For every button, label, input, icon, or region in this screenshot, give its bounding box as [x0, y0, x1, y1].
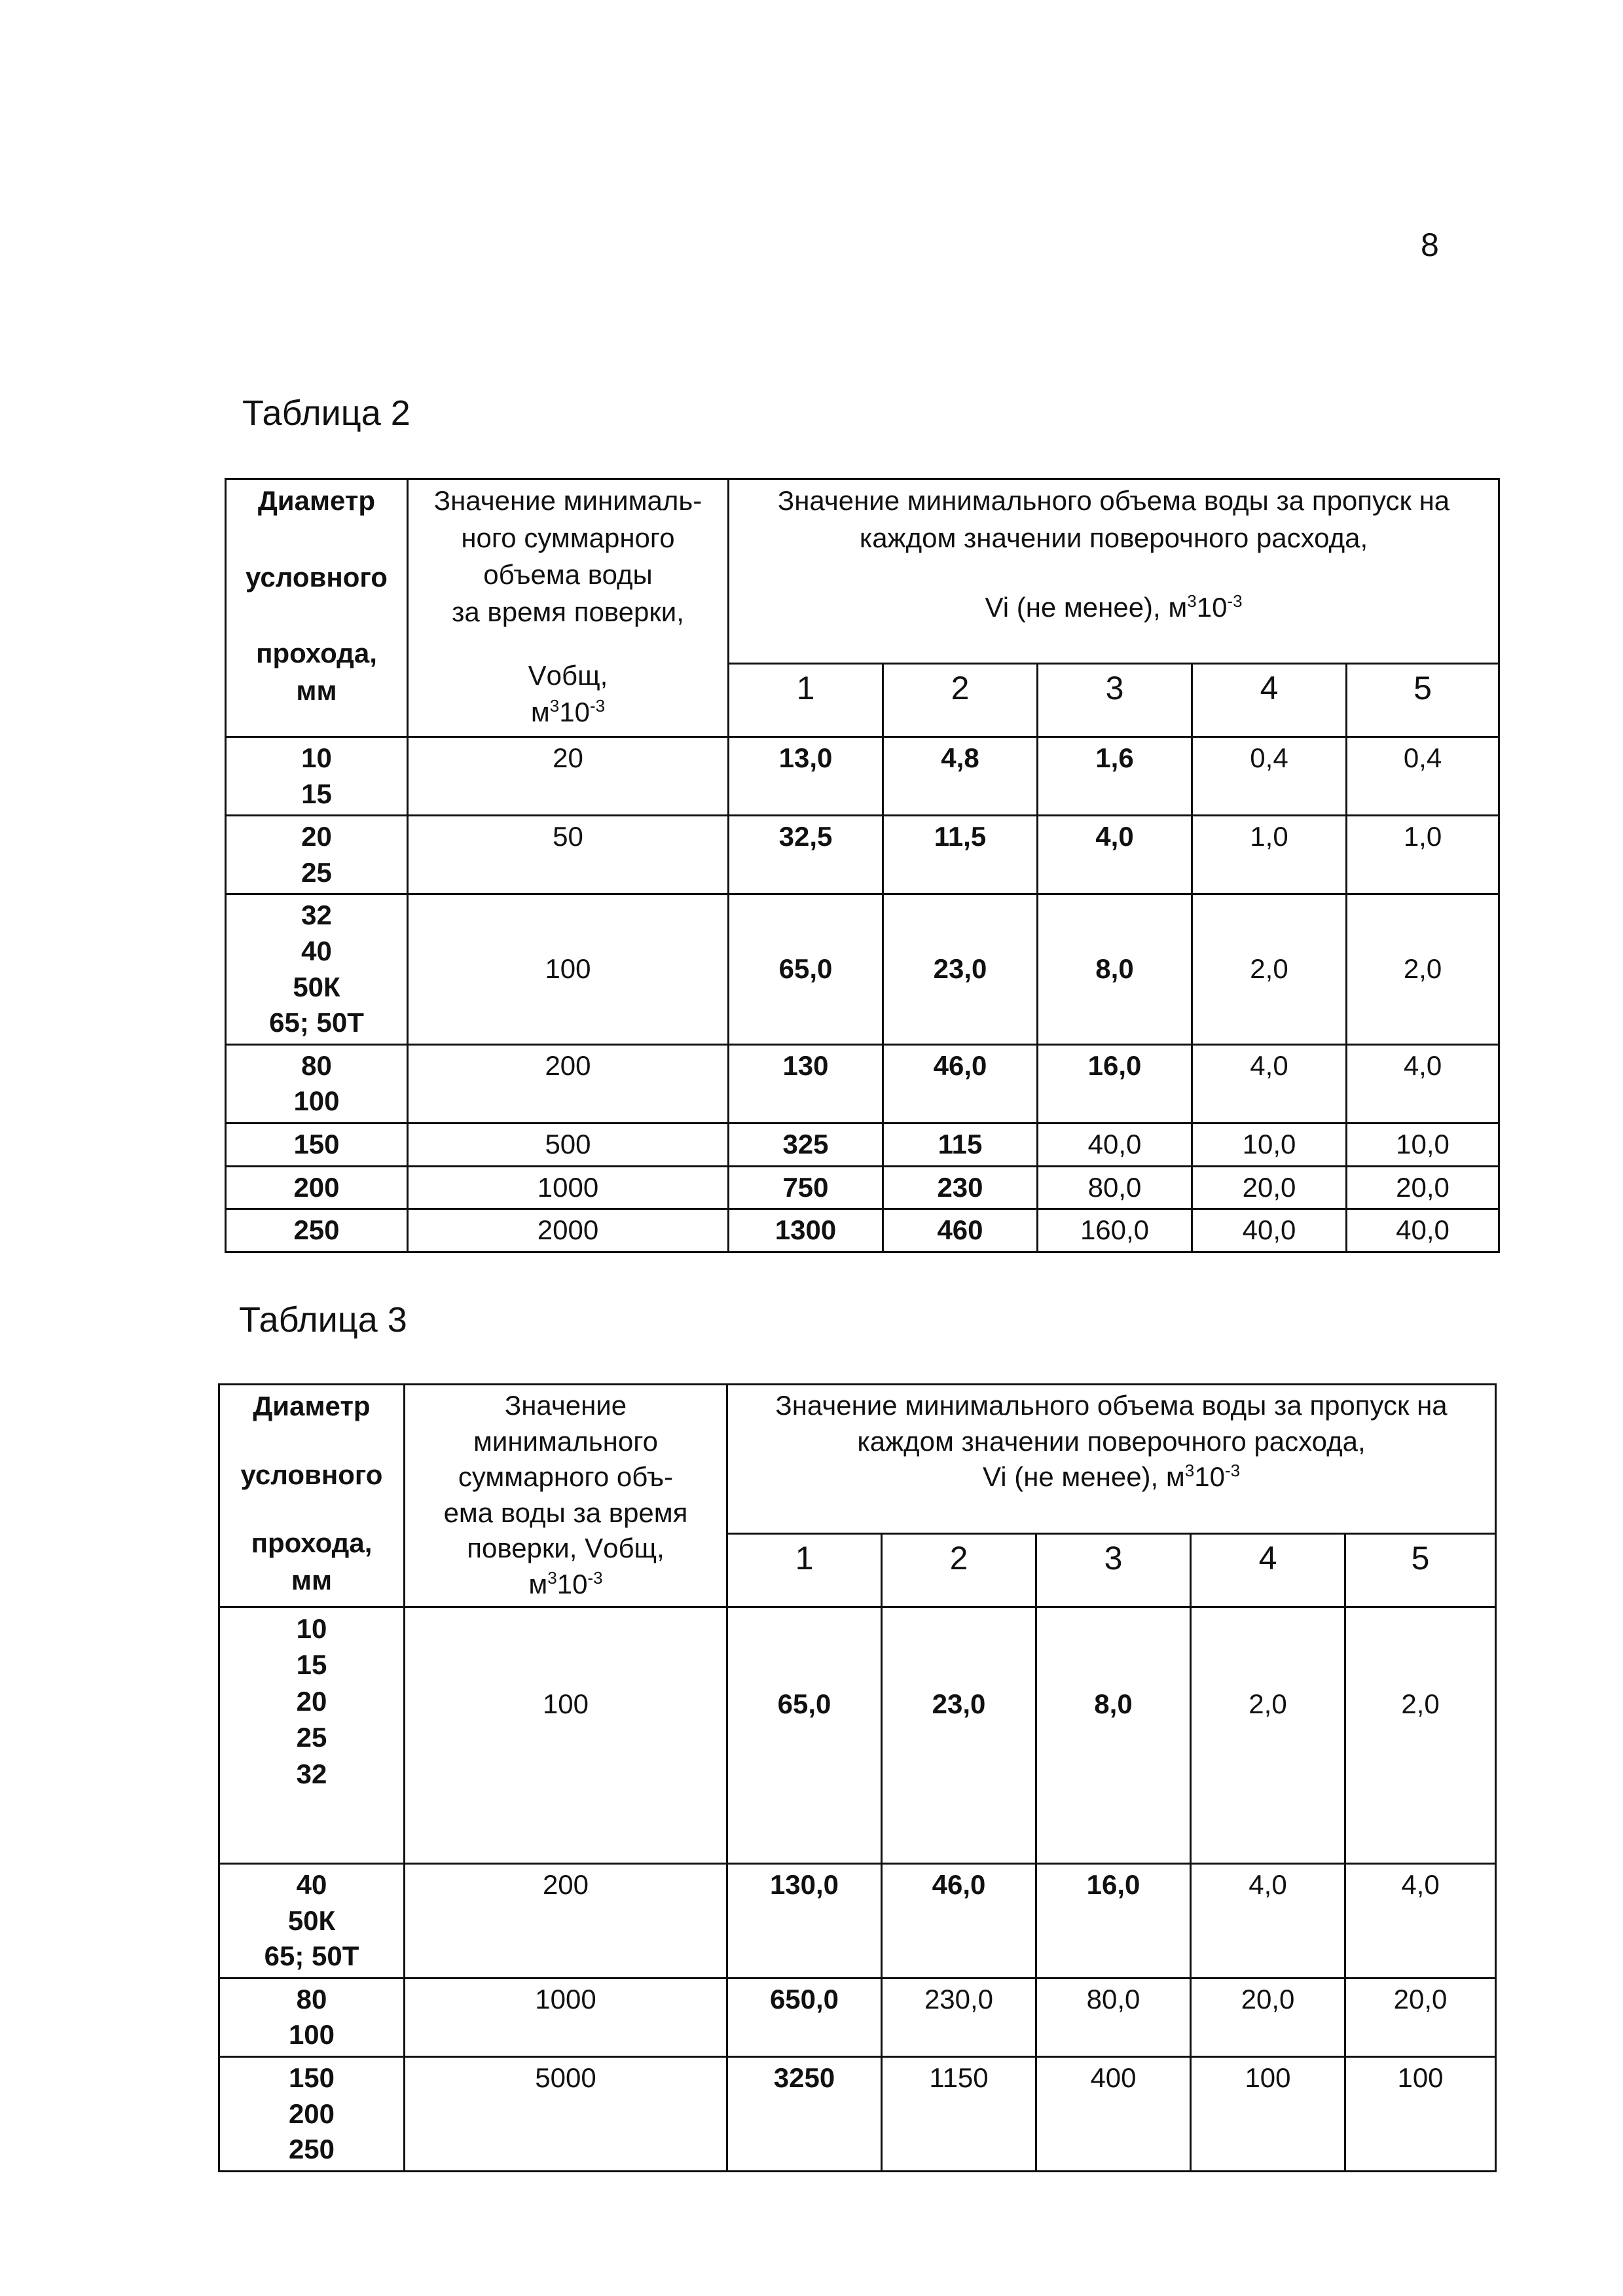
t2-subcol-1: 1 — [729, 664, 883, 737]
t2-diameter-cell: 20 25 — [226, 816, 408, 894]
t3-header-diameter: Диаметр условного прохода, мм — [219, 1385, 405, 1607]
t2-value-cell: 230 — [883, 1166, 1038, 1209]
t3-value-cell: 100 — [1345, 2056, 1496, 2171]
t3-value-cell: 2,0 — [1191, 1607, 1345, 1864]
table-3 — [218, 1383, 1497, 2172]
table-row — [226, 894, 1499, 1044]
table-row — [226, 1166, 1499, 1209]
t3-value-cell: 20,0 — [1345, 1978, 1496, 2056]
t3-value-cell: 130,0 — [727, 1864, 882, 1978]
t2-value-cell: 20,0 — [1192, 1166, 1347, 1209]
t2-diameter-cell: 150 — [226, 1123, 408, 1166]
t2-volume-cell: 50 — [408, 816, 729, 894]
t2-value-cell: 160,0 — [1038, 1209, 1192, 1252]
t2-volume-cell: 1000 — [408, 1166, 729, 1209]
t3-volume-cell: 100 — [405, 1607, 727, 1864]
t3-subcol-4: 4 — [1191, 1534, 1345, 1607]
t2-value-cell: 4,0 — [1192, 1044, 1347, 1123]
t2-value-cell: 115 — [883, 1123, 1038, 1166]
t3-value-cell: 8,0 — [1036, 1607, 1191, 1864]
t3-volume-cell: 200 — [405, 1864, 727, 1978]
t3-header-total-volume: Значение минимального суммарного объ- ема воды за время поверки, Vобщ, $м^310^{-3}$ — [405, 1385, 727, 1607]
t2-value-cell: 2,0 — [1192, 894, 1347, 1044]
table-3-caption: Таблица 3 — [239, 1300, 407, 1339]
t3-value-cell: 65,0 — [727, 1607, 882, 1864]
t2-subcol-2: 2 — [883, 664, 1038, 737]
t2-value-cell: 32,5 — [729, 816, 883, 894]
t2-value-cell: 1300 — [729, 1209, 883, 1252]
t3-value-cell: 4,0 — [1191, 1864, 1345, 1978]
t2-header-diameter: Диаметр условного прохода, мм — [226, 479, 408, 737]
t3-value-cell: 4,0 — [1345, 1864, 1496, 1978]
t2-value-cell: 20,0 — [1347, 1166, 1499, 1209]
t2-header-group: Значение минимального объема воды за пропуск на каждом значении поверочного расхода, Vi (не менее), $м^310^{-3}$ — [729, 479, 1499, 664]
t2-volume-cell: 2000 — [408, 1209, 729, 1252]
t2-value-cell: 46,0 — [883, 1044, 1038, 1123]
t2-value-cell: 11,5 — [883, 816, 1038, 894]
t2-diameter-cell: 10 15 — [226, 737, 408, 816]
t3-value-cell: 80,0 — [1036, 1978, 1191, 2056]
t2-value-cell: 65,0 — [729, 894, 883, 1044]
table-row — [219, 1607, 1496, 1864]
page-number: 8 — [1421, 227, 1439, 263]
t2-diameter-cell: 80 100 — [226, 1044, 408, 1123]
table-row — [219, 2056, 1496, 2171]
t2-value-cell: 4,8 — [883, 737, 1038, 816]
t3-value-cell: 650,0 — [727, 1978, 882, 2056]
t3-value-cell: 20,0 — [1191, 1978, 1345, 2056]
t2-value-cell: 750 — [729, 1166, 883, 1209]
t3-value-cell: 46,0 — [882, 1864, 1036, 1978]
table-row — [226, 1123, 1499, 1166]
t2-value-cell: 2,0 — [1347, 894, 1499, 1044]
t3-header-group: Значение минимального объема воды за пропуск на каждом значении поверочного расхода, Vi (не менее), $м^310^{-3}$ — [727, 1385, 1496, 1534]
t2-value-cell: 0,4 — [1192, 737, 1347, 816]
t2-subcol-3: 3 — [1038, 664, 1192, 737]
t3-diameter-cell: 80 100 — [219, 1978, 405, 2056]
t2-value-cell: 40,0 — [1192, 1209, 1347, 1252]
t3-volume-cell: 1000 — [405, 1978, 727, 2056]
t3-value-cell: 16,0 — [1036, 1864, 1191, 1978]
t2-volume-cell: 200 — [408, 1044, 729, 1123]
t3-value-cell: 100 — [1191, 2056, 1345, 2171]
t2-value-cell: 460 — [883, 1209, 1038, 1252]
t3-diameter-cell: 10 15 20 25 32 — [219, 1607, 405, 1864]
t2-value-cell: 80,0 — [1038, 1166, 1192, 1209]
t2-subcol-4: 4 — [1192, 664, 1347, 737]
t3-subcol-3: 3 — [1036, 1534, 1191, 1607]
t3-value-cell: 1150 — [882, 2056, 1036, 2171]
table-2 — [225, 478, 1500, 1253]
t2-header-total-volume: Значение минималь- ного суммарного объема воды за время поверки, Vобщ, $м^310^{-3}$ — [408, 479, 729, 737]
t2-volume-cell: 500 — [408, 1123, 729, 1166]
t2-value-cell: 4,0 — [1347, 1044, 1499, 1123]
t3-value-cell: 23,0 — [882, 1607, 1036, 1864]
table-row — [219, 1864, 1496, 1978]
t3-diameter-cell: 150 200 250 — [219, 2056, 405, 2171]
t3-subcol-2: 2 — [882, 1534, 1036, 1607]
t2-volume-cell: 20 — [408, 737, 729, 816]
t3-subcol-1: 1 — [727, 1534, 882, 1607]
t2-value-cell: 1,0 — [1192, 816, 1347, 894]
t2-value-cell: 10,0 — [1347, 1123, 1499, 1166]
t3-subcol-5: 5 — [1345, 1534, 1496, 1607]
table-row — [226, 816, 1499, 894]
t2-diameter-cell: 200 — [226, 1166, 408, 1209]
table-row — [226, 737, 1499, 816]
table-row — [226, 1044, 1499, 1123]
t2-value-cell: 8,0 — [1038, 894, 1192, 1044]
t3-diameter-cell: 40 50К 65; 50Т — [219, 1864, 405, 1978]
t2-volume-cell: 100 — [408, 894, 729, 1044]
t2-value-cell: 23,0 — [883, 894, 1038, 1044]
t2-value-cell: 325 — [729, 1123, 883, 1166]
t2-value-cell: 0,4 — [1347, 737, 1499, 816]
t2-diameter-cell: 32 40 50К 65; 50Т — [226, 894, 408, 1044]
t2-diameter-cell: 250 — [226, 1209, 408, 1252]
t2-subcol-5: 5 — [1347, 664, 1499, 737]
t2-value-cell: 13,0 — [729, 737, 883, 816]
t2-value-cell: 10,0 — [1192, 1123, 1347, 1166]
table-row — [226, 1209, 1499, 1252]
t3-value-cell: 3250 — [727, 2056, 882, 2171]
t2-value-cell: 130 — [729, 1044, 883, 1123]
t3-value-cell: 230,0 — [882, 1978, 1036, 2056]
t3-value-cell: 2,0 — [1345, 1607, 1496, 1864]
table-2-caption: Таблица 2 — [242, 393, 410, 433]
t3-volume-cell: 5000 — [405, 2056, 727, 2171]
t2-value-cell: 16,0 — [1038, 1044, 1192, 1123]
t2-value-cell: 1,0 — [1347, 816, 1499, 894]
t2-value-cell: 40,0 — [1347, 1209, 1499, 1252]
t3-value-cell: 400 — [1036, 2056, 1191, 2171]
t2-value-cell: 40,0 — [1038, 1123, 1192, 1166]
t2-value-cell: 1,6 — [1038, 737, 1192, 816]
t2-value-cell: 4,0 — [1038, 816, 1192, 894]
table-row — [219, 1978, 1496, 2056]
